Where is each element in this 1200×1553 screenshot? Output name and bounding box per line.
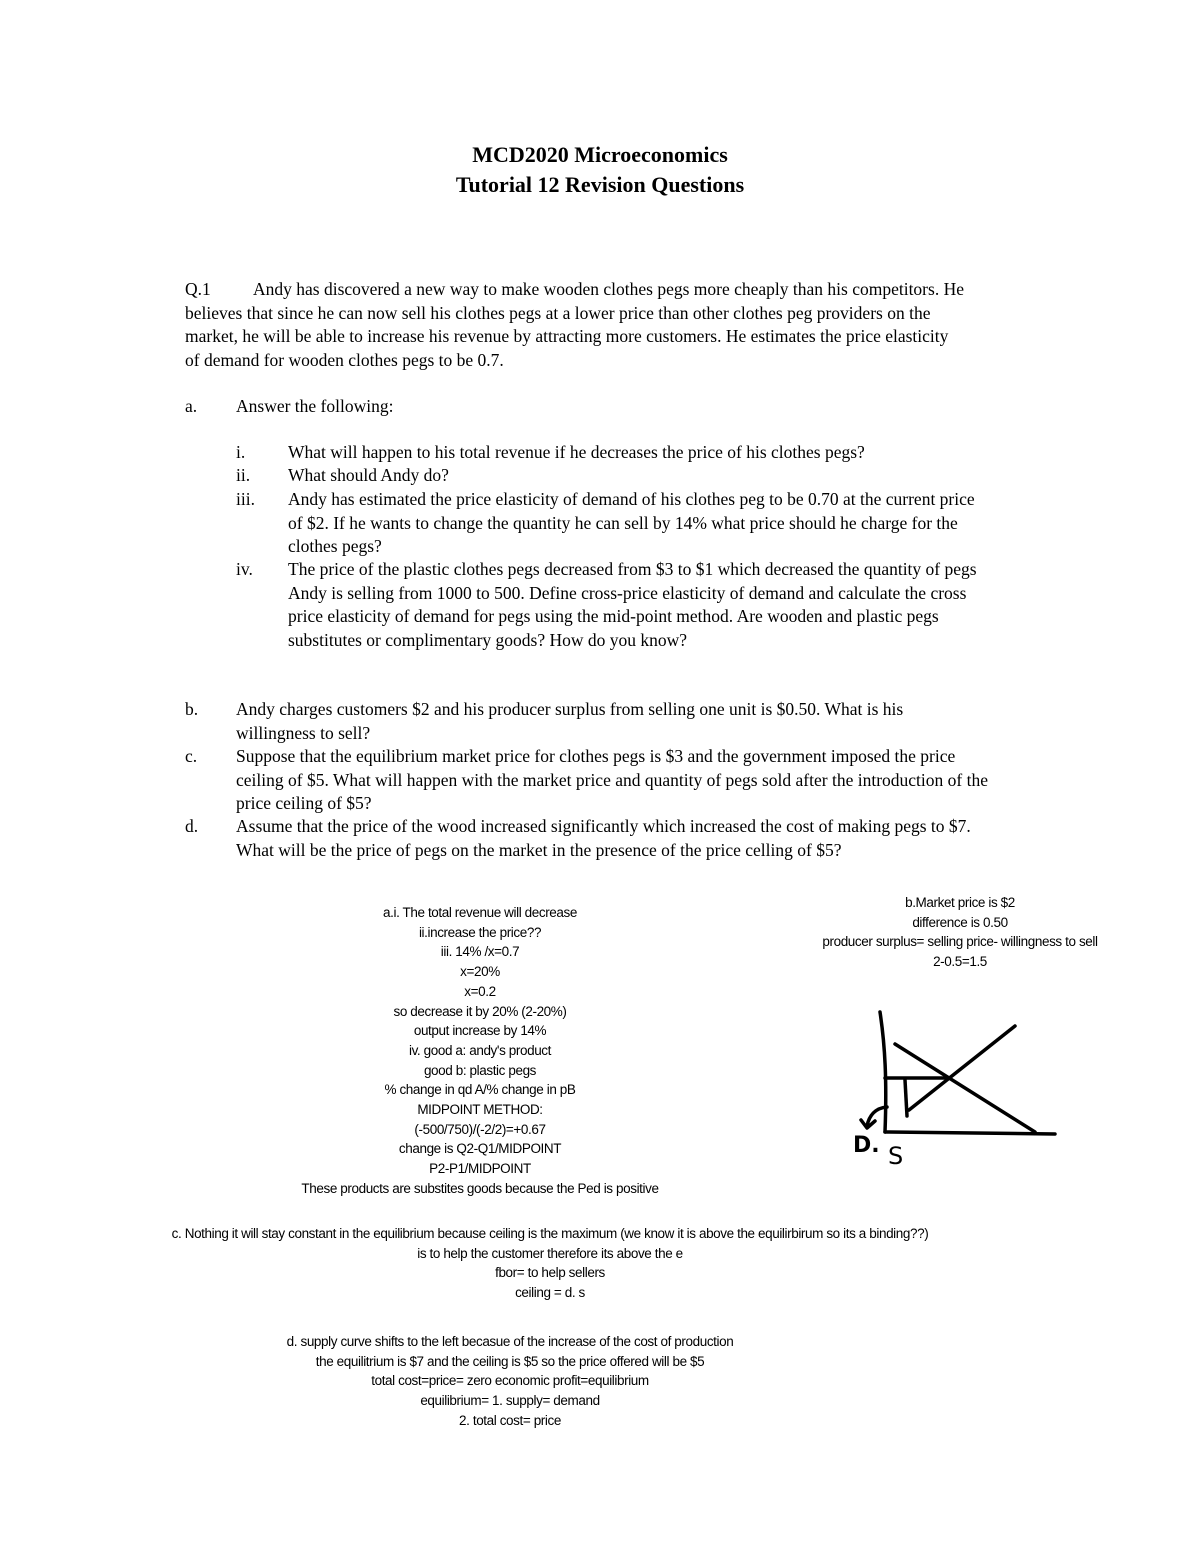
note-line: These products are substites goods because the Ped is positive	[301, 1180, 659, 1196]
supply-demand-sketch	[845, 1000, 1075, 1170]
note-line: P2-P1/MIDPOINT	[429, 1161, 531, 1177]
part-b-text: Andy charges customers $2 and his producer surplus from selling one unit is $0.50. What is his willingness to sell?	[236, 699, 904, 743]
part-a-text: Answer the following:	[236, 396, 394, 416]
answer-d-notes	[200, 1332, 820, 1431]
note-line: is to help the customer therefore its above the e	[417, 1245, 683, 1261]
part-a-label: a.	[185, 396, 198, 416]
page-title	[0, 142, 1200, 168]
sketch-label-s: S	[888, 1142, 904, 1170]
price-axis	[880, 1012, 886, 1132]
quantity-axis	[885, 1132, 1055, 1134]
note-line: iii. 14% /x=0.7	[440, 944, 520, 960]
arrow-icon	[861, 1107, 887, 1128]
note-line: so decrease it by 20% (2-20%)	[393, 1003, 567, 1019]
supply-curve	[909, 1026, 1015, 1110]
demand-curve	[895, 1044, 1035, 1132]
answer-c-notes	[80, 1224, 1020, 1303]
note-line: a.i. The total revenue will decrease	[383, 905, 577, 920]
note-line: change is Q2-Q1/MIDPOINT	[398, 1141, 562, 1157]
note-line: iv. good a: andy's product	[408, 1042, 552, 1058]
note-line: (-500/750)/(-2/2)=+0.67	[414, 1121, 546, 1137]
question-intro: Andy has discovered a new way to make wooden clothes pegs more cheaply than his competitors. He believes that since he can now sell his clothes pegs at a lower price than other clothes peg providers on the market, he will be able to increase his revenue by attracting more customers. He estimates the price elasticity of demand for wooden clothes pegs to be 0.7.	[185, 279, 964, 370]
note-line: ii.increase the price??	[418, 924, 542, 940]
note-line: producer surplus= selling price- willingness to sell	[822, 934, 1098, 950]
item-ii-text: What should Andy do?	[288, 465, 449, 485]
item-i-label: i.	[236, 442, 246, 462]
note-line: x=20%	[460, 964, 500, 980]
note-line: difference is 0.50	[912, 914, 1008, 930]
note-line: b.Market price is $2	[905, 895, 1015, 910]
note-line: total cost=price= zero economic profit=equilibrium	[371, 1373, 649, 1389]
surplus-marker	[905, 1080, 907, 1116]
part-d-label: d.	[185, 816, 199, 836]
note-line: 2. total cost= price	[459, 1412, 561, 1428]
note-line: % change in qd A/% change in pB	[384, 1082, 576, 1098]
part-c-label: c.	[185, 746, 198, 766]
note-line: d. supply curve shifts to the left becasue of the increase of the cost of production	[286, 1334, 734, 1349]
item-ii-label: ii.	[236, 465, 251, 485]
answer-b-notes	[790, 893, 1130, 972]
part-c-text: Suppose that the equilibrium market price for clothes pegs is $3 and the government imposed the price ceiling of $5. What will happen with the market price and quantity of pegs sold after the introduction of the price ceiling of $5?	[236, 746, 988, 813]
note-line: the equilitrium is $7 and the ceiling is $5 so the price offered will be $5	[315, 1353, 705, 1369]
note-line: c. Nothing it will stay constant in the equilibrium because ceiling is the maximum (we know it is above the equilirbirum so its a binding??)	[171, 1226, 929, 1241]
item-iv-label: iv.	[236, 559, 253, 579]
answer-a-notes	[280, 903, 680, 1199]
note-line: x=0.2	[464, 983, 496, 999]
tutorial-title: Tutorial 12 Revision Questions	[455, 172, 745, 197]
note-line: output increase by 14%	[413, 1023, 547, 1039]
item-iv-text: The price of the plastic clothes pegs decreased from $3 to $1 which decreased the quantity of pegs Andy is selling from 1000 to 500. Define cross-price elasticity of demand and calculate the cross price elasticity of demand for pegs using the mid-point method. Are wooden and plastic pegs substitutes or complimentary goods? How do you know?	[288, 559, 977, 650]
sketch-label-d: D.	[853, 1133, 880, 1158]
page-subtitle	[0, 172, 1200, 198]
part-d-text: Assume that the price of the wood increased significantly which increased the cost of making pegs to $7. What will be the price of pegs on the market in the presence of the price celling of $5?	[236, 816, 971, 860]
item-iii-text: Andy has estimated the price elasticity of demand of his clothes peg to be 0.70 at the current price of $2. If he wants to change the quantity he can sell by 14% what price should he charge for the clothes pegs?	[288, 489, 975, 556]
item-iii-label: iii.	[236, 489, 255, 509]
question-number: Q.1	[185, 279, 211, 299]
note-line: good b: plastic pegs	[423, 1062, 537, 1078]
part-b-label: b.	[185, 699, 199, 719]
item-i-text: What will happen to his total revenue if he decreases the price of his clothes pegs?	[288, 442, 865, 462]
course-title: MCD2020 Microeconomics	[472, 142, 728, 167]
note-line: ceiling = d. s	[515, 1285, 585, 1301]
note-line: MIDPOINT METHOD:	[417, 1102, 543, 1118]
note-line: fbor= to help sellers	[495, 1265, 605, 1281]
note-line: equilibrium= 1. supply= demand	[420, 1393, 600, 1409]
note-line: 2-0.5=1.5	[933, 954, 987, 970]
